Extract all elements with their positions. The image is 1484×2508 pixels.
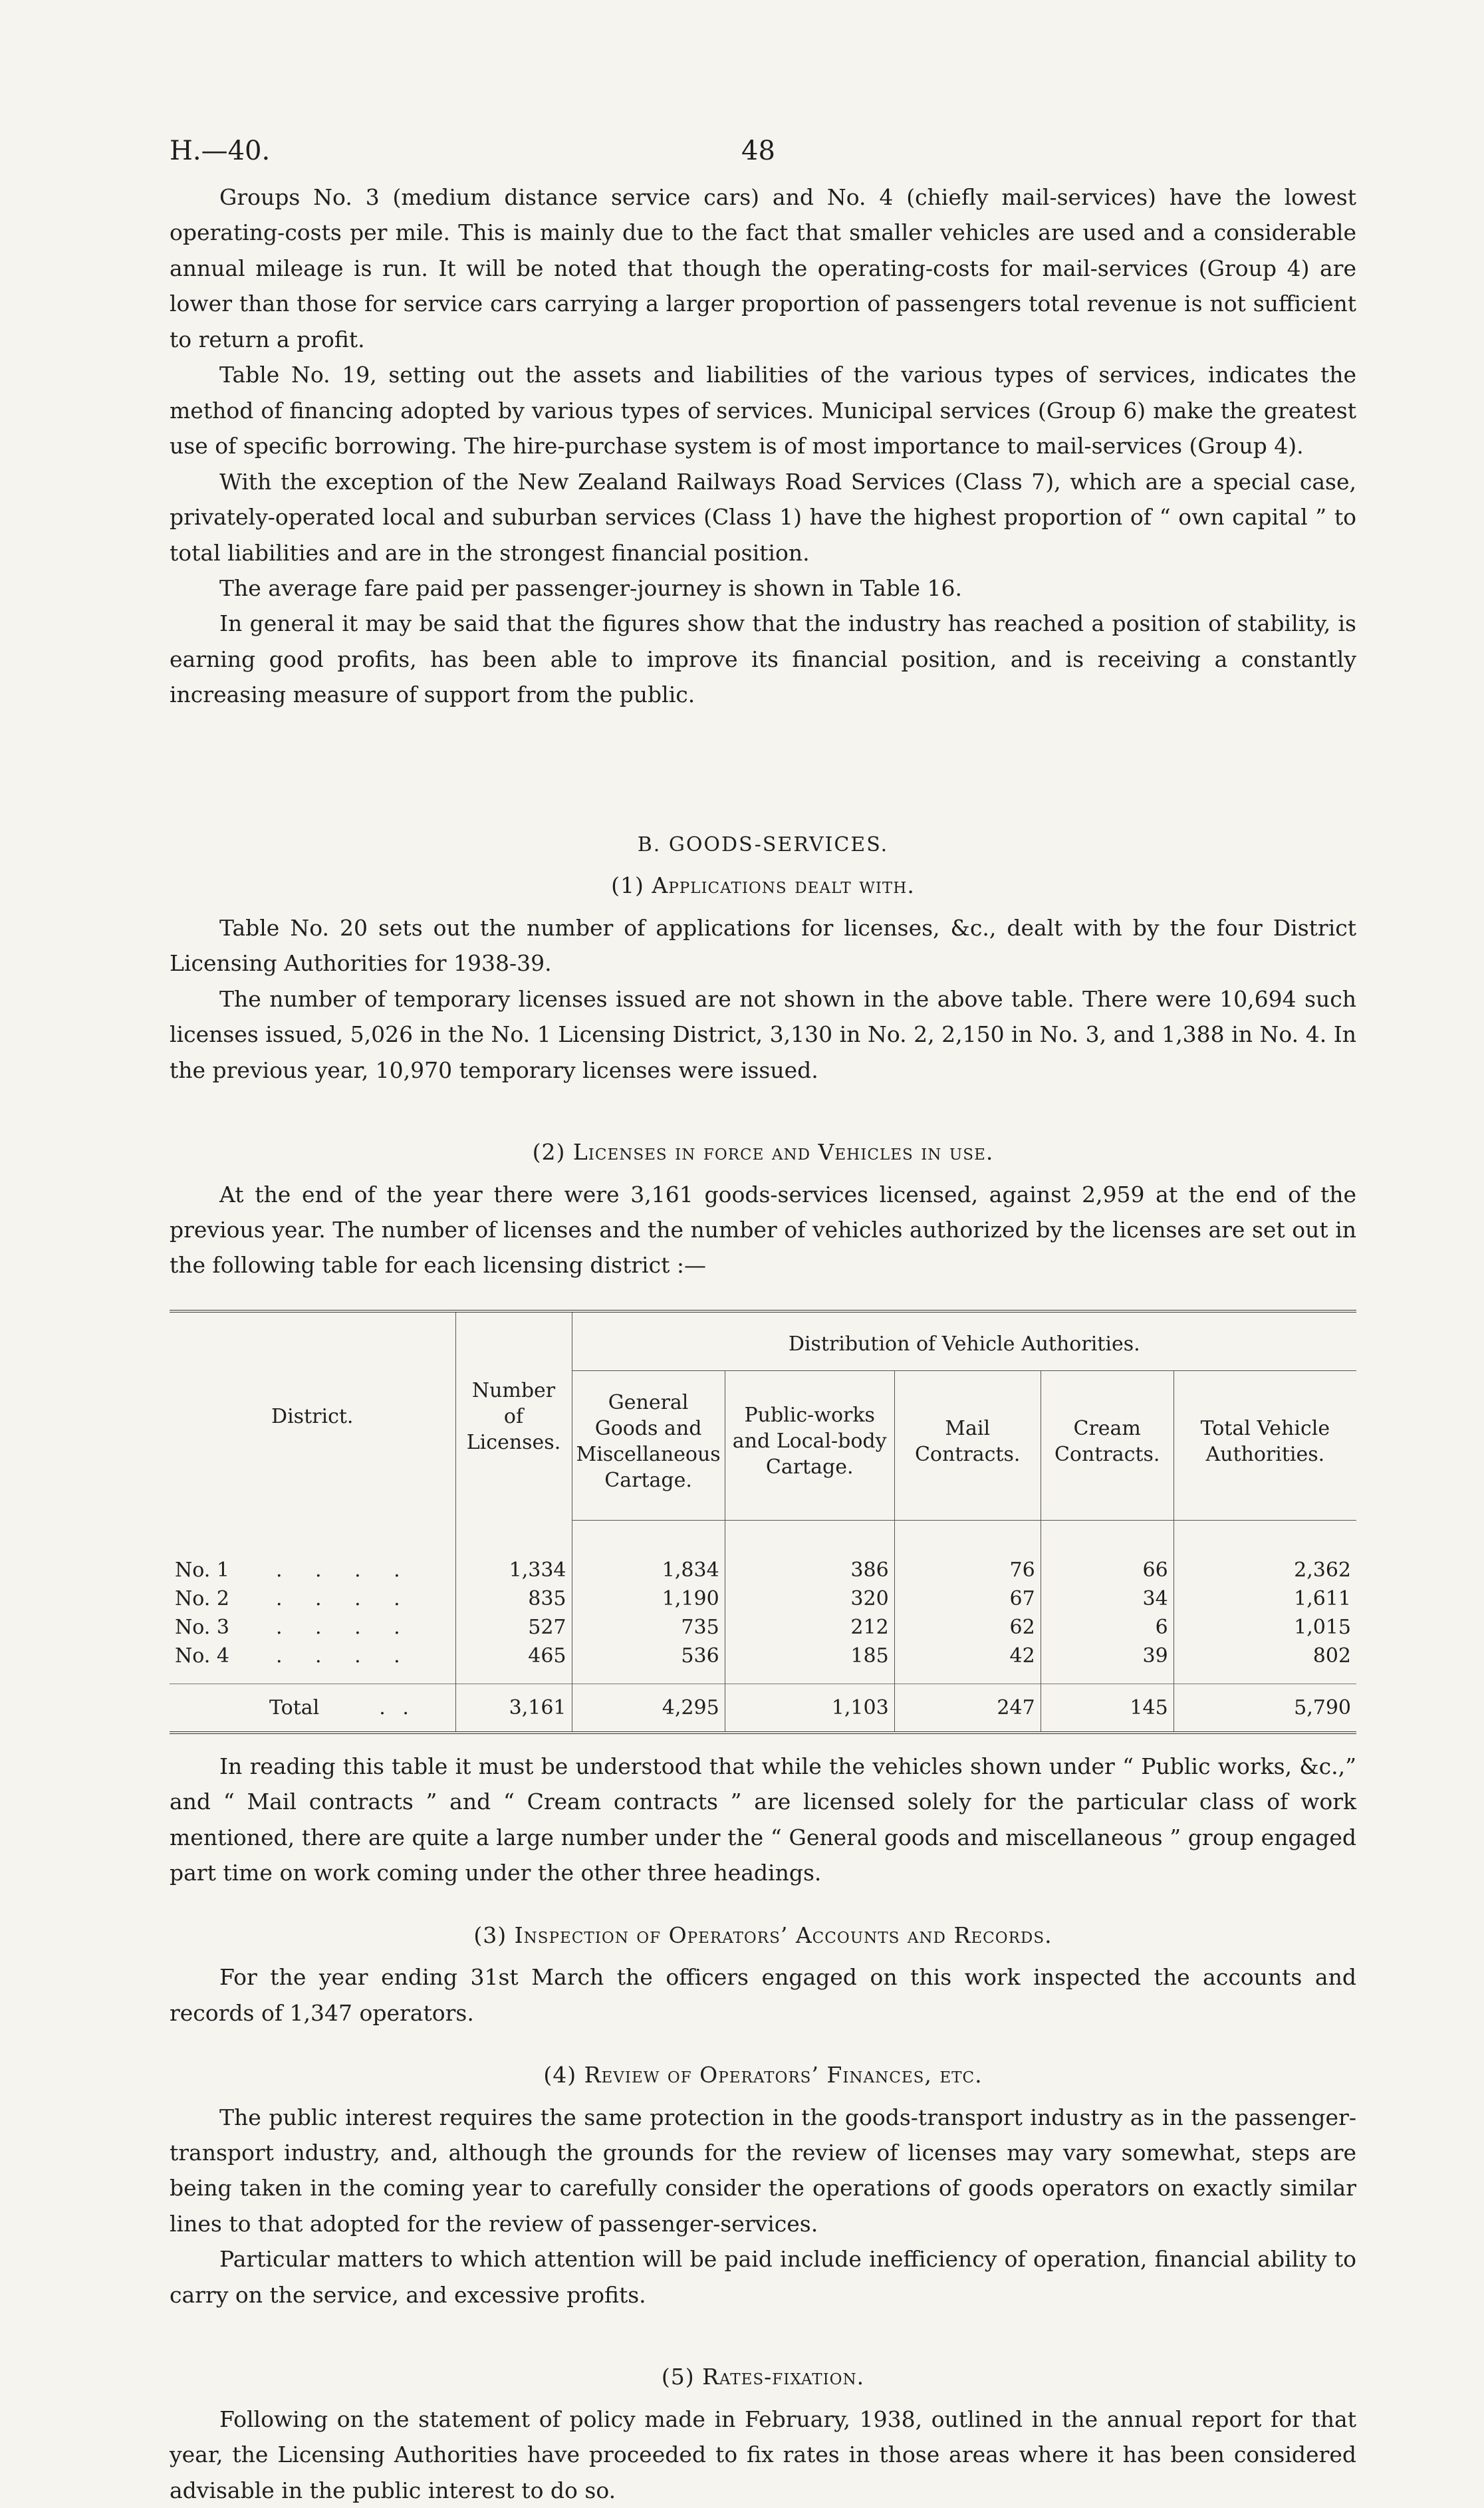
document-page bbox=[170, 130, 1356, 2508]
page-number: 48 bbox=[741, 136, 775, 166]
licenses-cell: 465 bbox=[455, 1642, 572, 1670]
table-spacer bbox=[170, 1670, 1356, 1684]
leader-dots: . . . . bbox=[275, 1558, 414, 1582]
paragraph: Table No. 20 sets out the number of applications for licenses, &c., dealt with by the four District Licensing Authorities for 1938-39. bbox=[170, 914, 1356, 977]
cream-cell: 66 bbox=[1041, 1520, 1174, 1584]
mail-cell: 62 bbox=[894, 1613, 1041, 1642]
mail-cell: 67 bbox=[894, 1584, 1041, 1613]
header-district: District. bbox=[271, 1404, 354, 1428]
district-name: No. 1 bbox=[175, 1558, 229, 1582]
general-total: 4,295 bbox=[572, 1684, 725, 1733]
paragraph: The public interest requires the same protection in the goods-transport industry as in the passenger-transport industry, and, although the grounds for the review of licenses may vary somewhat, steps are being taken in the coming year to carefully consider the operations of goods operators on exactly similar lines to that adopted for the review of passenger-services. bbox=[170, 2104, 1356, 2237]
public-works-total: 1,103 bbox=[725, 1684, 894, 1733]
total-cell: 2,362 bbox=[1174, 1520, 1356, 1584]
total-cell: 802 bbox=[1174, 1642, 1356, 1670]
subheading-review: (4) Review of Operators’ Finances, etc. bbox=[543, 2062, 983, 2088]
intro-paragraph: Table No. 19, setting out the assets and liabilities of the various types of services, indicates the method of financing adopted by various types of services. Municipal services (Group 6) make the greatest use of specific borrowing. The hire-purchase system is of most importance to mail-services (Group 4). bbox=[170, 362, 1356, 459]
table-row bbox=[170, 1613, 1356, 1642]
paragraph: Following on the statement of policy made in February, 1938, outlined in the annual report for that year, the Licensing Authorities have proceeded to fix rates in those areas where it has been considered advisable in the public interest to do so. bbox=[170, 2406, 1356, 2503]
district-cell bbox=[170, 1642, 455, 1670]
subheading-rates-fixation: (5) Rates-fixation. bbox=[661, 2364, 865, 2390]
public-works-cell: 212 bbox=[725, 1613, 894, 1642]
header-cream-contracts: Cream Contracts. bbox=[1041, 1370, 1174, 1520]
paragraph: For the year ending 31st March the officers engaged on this work inspected the accounts and records of 1,347 operators. bbox=[170, 1964, 1356, 2026]
public-works-cell: 185 bbox=[725, 1642, 894, 1670]
paragraph: At the end of the year there were 3,161 goods-services licensed, against 2,959 at the end of the previous year. The number of licenses and the number of vehicles authorized by the licenses are set out in the following table for each licensing district :— bbox=[170, 1181, 1356, 1279]
district-cell bbox=[170, 1520, 455, 1584]
general-cell: 735 bbox=[572, 1613, 725, 1642]
general-cell: 536 bbox=[572, 1642, 725, 1670]
mail-cell: 76 bbox=[894, 1520, 1041, 1584]
grand-total: 5,790 bbox=[1174, 1684, 1356, 1733]
leader-dots: . . . . bbox=[275, 1644, 414, 1668]
document-reference: H.—40. bbox=[170, 136, 271, 166]
cream-cell: 39 bbox=[1041, 1642, 1174, 1670]
paragraph: Particular matters to which attention will be paid include inefficiency of operation, financial ability to carry on the service, and excessive profits. bbox=[170, 2246, 1356, 2308]
licenses-total: 3,161 bbox=[455, 1684, 572, 1733]
intro-paragraph: In general it may be said that the figures show that the industry has reached a position of stability, is earning good profits, has been able to improve its financial position, and is receiving a constantly increasing measure of support from the public. bbox=[170, 610, 1356, 708]
licenses-cell: 1,334 bbox=[455, 1520, 572, 1584]
total-cell: 1,015 bbox=[1174, 1613, 1356, 1642]
header-total-vehicle-authorities: Total Vehicle Authorities. bbox=[1174, 1370, 1356, 1520]
intro-paragraph: With the exception of the New Zealand Railways Road Services (Class 7), which are a special case, privately-operated local and suburban services (Class 1) have the highest proportion of “ own capital ” to total liabilities and are in the strongest financial position. bbox=[170, 468, 1356, 566]
general-cell: 1,834 bbox=[572, 1520, 725, 1584]
mail-cell: 42 bbox=[894, 1642, 1041, 1670]
leader-dots: . . bbox=[379, 1695, 414, 1719]
general-cell: 1,190 bbox=[572, 1584, 725, 1613]
header-general-goods: General Goods and Miscellaneous Cartage. bbox=[572, 1370, 725, 1520]
intro-paragraph: The average fare paid per passenger-journey is shown in Table 16. bbox=[219, 574, 962, 601]
subheading-applications: (1) Applications dealt with. bbox=[611, 872, 915, 899]
header-number-of-licenses: Number of Licenses. bbox=[455, 1311, 572, 1521]
table-row bbox=[170, 1584, 1356, 1613]
total-cell: 1,611 bbox=[1174, 1584, 1356, 1613]
district-name: No. 2 bbox=[175, 1586, 229, 1610]
page-header bbox=[170, 130, 1356, 180]
header-distribution: Distribution of Vehicle Authorities. bbox=[572, 1311, 1356, 1371]
mail-total: 247 bbox=[894, 1684, 1041, 1733]
subheading-inspection: (3) Inspection of Operators’ Accounts and Records. bbox=[473, 1922, 1052, 1948]
subheading-licenses-in-force: (2) Licenses in force and Vehicles in use. bbox=[532, 1139, 994, 1166]
total-label-cell bbox=[170, 1684, 455, 1733]
licenses-table bbox=[170, 1310, 1356, 1734]
table-row bbox=[170, 1642, 1356, 1670]
district-name: No. 4 bbox=[175, 1644, 229, 1668]
district-cell bbox=[170, 1584, 455, 1613]
header-mail-contracts: Mail Contracts. bbox=[894, 1370, 1041, 1520]
licenses-cell: 835 bbox=[455, 1584, 572, 1613]
paragraph: In reading this table it must be understood that while the vehicles shown under “ Public works, &c.,” and “ Mail contracts ” and “ Cream contracts ” are licensed solely for the particular class of work mentioned, there are quite a large number under the “ General goods and miscellaneous ” group engaged part time on work coming under the other three headings. bbox=[170, 1753, 1356, 1886]
licenses-cell: 527 bbox=[455, 1613, 572, 1642]
leader-dots: . . . . bbox=[275, 1586, 414, 1610]
district-name: No. 3 bbox=[175, 1615, 229, 1639]
cream-cell: 34 bbox=[1041, 1584, 1174, 1613]
public-works-cell: 320 bbox=[725, 1584, 894, 1613]
district-cell bbox=[170, 1613, 455, 1642]
header-public-works: Public-works and Local-body Cartage. bbox=[725, 1370, 894, 1520]
public-works-cell: 386 bbox=[725, 1520, 894, 1584]
leader-dots: . . . . bbox=[275, 1615, 414, 1639]
total-label: Total bbox=[269, 1695, 320, 1719]
intro-paragraph: Groups No. 3 (medium distance service cars) and No. 4 (chiefly mail-services) have the lowest operating-costs per mile. This is mainly due to the fact that smaller vehicles are used and a considerable annual mileage is run. It will be noted that though the operating-costs for mail-services (Group 4) are lower than those for service cars carrying a larger proportion of passengers total revenue is not sufficient to return a profit. bbox=[170, 184, 1356, 352]
table-row bbox=[170, 1520, 1356, 1584]
cream-total: 145 bbox=[1041, 1684, 1174, 1733]
paragraph: The number of temporary licenses issued are not shown in the above table. There were 10,694 such licenses issued, 5,026 in the No. 1 Licensing District, 3,130 in No. 2, 2,150 in No. 3, and 1,388 in No. 4. In the previous year, 10,970 temporary licenses were issued. bbox=[170, 985, 1356, 1083]
section-title-goods-services: B. GOODS-SERVICES. bbox=[637, 832, 889, 856]
cream-cell: 6 bbox=[1041, 1613, 1174, 1642]
table-total-row bbox=[170, 1684, 1356, 1733]
